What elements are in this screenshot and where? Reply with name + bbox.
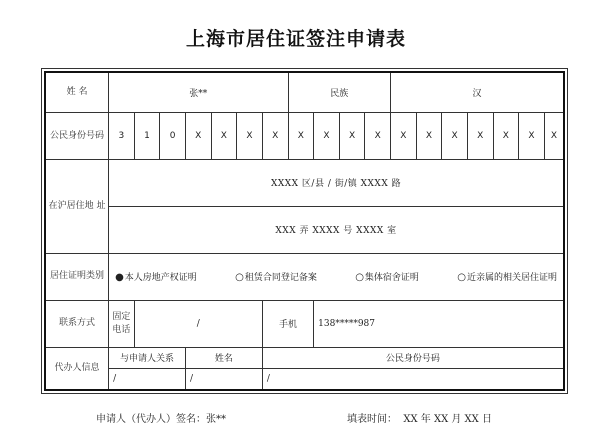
agent-id-header: 公民身份号码 (262, 347, 564, 368)
proof-option (235, 270, 317, 283)
agent-name-value: / (185, 369, 262, 390)
id-digit-cell: X (544, 113, 564, 160)
proof-option-label: 本人房地产权证明 (124, 273, 197, 284)
proof-type-label: 居住证明类别 (45, 253, 109, 300)
ethnicity-value: 汉 (391, 72, 564, 113)
address-row-2 (45, 206, 564, 253)
id-digit-cell: X (314, 113, 340, 160)
id-digit-cell: X (467, 113, 493, 160)
agent-info-label: 代办人信息 (45, 347, 109, 390)
id-digit-cell: X (391, 113, 417, 160)
landline-value: / (134, 300, 262, 347)
proof-option (115, 270, 197, 283)
id-digit-cell: 3 (109, 113, 135, 160)
id-digit-cell: X (262, 113, 288, 160)
application-form-table (44, 71, 565, 391)
id-digit-cell: X (237, 113, 263, 160)
radio-empty-icon: ○ (355, 272, 364, 284)
landline-label: 固定电话 (109, 300, 135, 347)
date-line (347, 410, 492, 425)
agent-id-value: / (262, 369, 564, 390)
proof-type-options (109, 253, 564, 300)
id-digit-cell: X (211, 113, 237, 160)
agent-value-row (45, 369, 564, 390)
address-line-2: XXX 弄 XXXX 号 XXXX 室 (109, 206, 564, 253)
contact-row (45, 300, 564, 347)
signature-value: 张** (206, 414, 226, 425)
ethnicity-label: 民族 (288, 72, 391, 113)
name-row (45, 72, 564, 113)
signature-line (96, 410, 226, 425)
agent-name-header: 姓名 (185, 347, 262, 368)
id-digit-cell: X (185, 113, 211, 160)
id-number-label: 公民身份号码 (45, 113, 109, 160)
id-digit-cell: X (416, 113, 442, 160)
proof-option-label: 租赁合同登记备案 (244, 273, 317, 284)
proof-option-label: 集体宿舍证明 (364, 273, 419, 284)
address-row-1 (45, 159, 564, 206)
id-digit-cell: X (339, 113, 365, 160)
id-digit-cell: 0 (160, 113, 186, 160)
mobile-value: 138*****987 (314, 300, 564, 347)
agent-relation-header: 与申请人关系 (109, 347, 186, 368)
address-label: 在沪居住地 址 (45, 159, 109, 253)
contact-label: 联系方式 (45, 300, 109, 347)
proof-row (45, 253, 564, 300)
proof-option (355, 270, 419, 283)
id-digit-cell: 1 (134, 113, 160, 160)
agent-header-row (45, 347, 564, 368)
id-digit-cell: X (365, 113, 391, 160)
id-number-row (45, 113, 564, 160)
address-line-1: XXXX 区/县 / 街/镇 XXXX 路 (109, 159, 564, 206)
date-value: XX 年 XX 月 XX 日 (403, 414, 492, 425)
agent-relation-value: / (109, 369, 186, 390)
radio-selected-icon: ● (115, 272, 124, 284)
radio-empty-icon: ○ (457, 272, 466, 284)
date-label: 填表时间： (347, 414, 397, 425)
mobile-label: 手机 (262, 300, 313, 347)
proof-option-label: 近亲属的相关居住证明 (466, 273, 557, 284)
signature-label: 申请人（代办人）签名： (96, 414, 206, 425)
name-label: 姓 名 (45, 72, 109, 113)
id-digit-cell: X (288, 113, 314, 160)
proof-option (457, 270, 557, 283)
radio-empty-icon: ○ (235, 272, 244, 284)
name-value: 张** (109, 72, 288, 113)
id-digit-cell: X (442, 113, 468, 160)
id-digit-cell: X (519, 113, 545, 160)
form-title: 上海市居住证签注申请表 (185, 28, 406, 50)
id-digit-cell: X (493, 113, 519, 160)
